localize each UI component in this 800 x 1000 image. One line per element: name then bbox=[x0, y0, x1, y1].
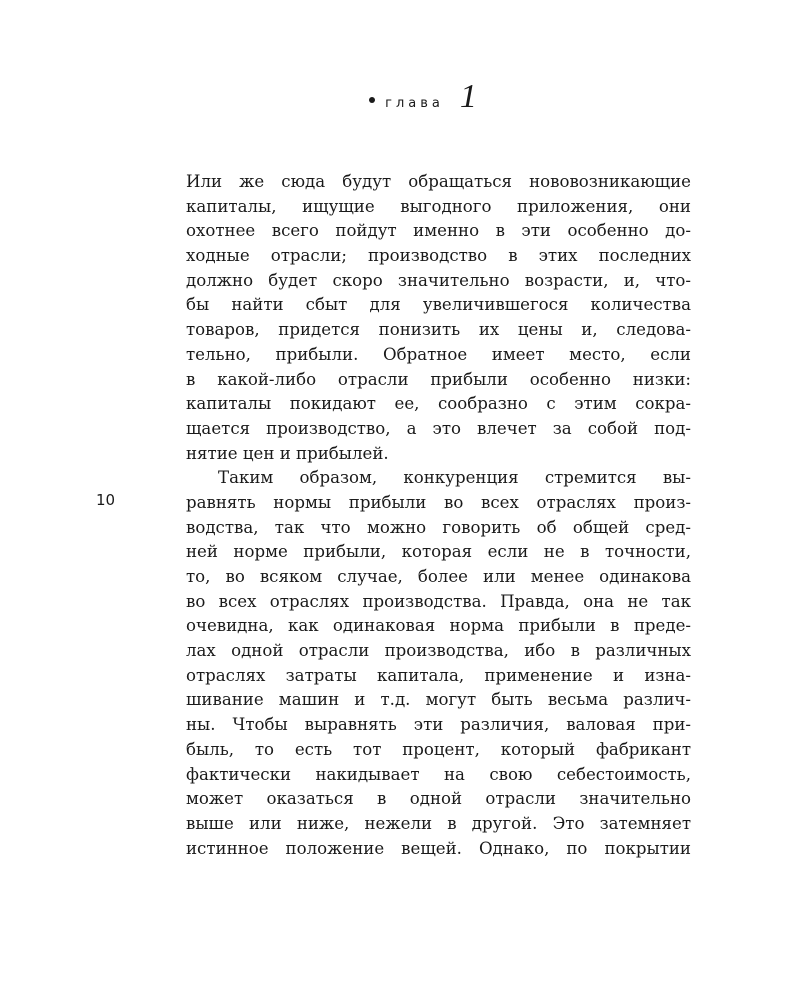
margin-line-number: 10 bbox=[96, 491, 116, 509]
text-line: Таким образом, конкуренция стремится вы- bbox=[218, 468, 691, 488]
text-line: выше или ниже, нежели в другой. Это затемняет bbox=[186, 813, 691, 833]
text-line: тельно, прибыли. Обратное имеет место, если bbox=[186, 344, 691, 364]
chapter-label: глава bbox=[385, 96, 444, 111]
chapter-heading bbox=[369, 80, 477, 114]
text-line: шивание машин и т.д. могут быть весьма различ- bbox=[186, 690, 691, 710]
text-line: товаров, придется понизить их цены и, следова- bbox=[186, 320, 691, 340]
text-line: водства, так что можно говорить об общей сред- bbox=[186, 517, 691, 537]
text-line: должно будет скоро значительно возрасти, и, что- bbox=[186, 270, 691, 290]
running-header bbox=[0, 80, 800, 120]
text-line: может оказаться в одной отрасли значительно bbox=[186, 789, 691, 809]
text-line: капиталы покидают ее, сообразно с этим сокра- bbox=[186, 394, 691, 414]
text-line: во всех отраслях производства. Правда, она не так bbox=[186, 591, 691, 611]
text-line: истинное положение вещей. Однако, по покрытии bbox=[186, 838, 691, 858]
text-line: фактически накидывает на свою себестоимость, bbox=[186, 764, 691, 784]
paragraph-1 bbox=[186, 170, 691, 466]
text-line: ны. Чтобы выравнять эти различия, валовая при- bbox=[186, 715, 691, 735]
body-text bbox=[186, 170, 691, 861]
text-line: Или же сюда будут обращаться нововозникающие bbox=[186, 172, 691, 191]
text-line: щается производство, а это влечет за собой под- bbox=[186, 418, 691, 438]
text-line: быль, то есть тот процент, который фабрикант bbox=[186, 739, 691, 759]
text-line: очевидна, как одинаковая норма прибыли в преде- bbox=[186, 616, 691, 636]
text-line: равнять нормы прибыли во всех отраслях произ- bbox=[186, 492, 691, 512]
bullet-dot-icon bbox=[369, 97, 375, 103]
text-line: ходные отрасли; производство в этих последних bbox=[186, 246, 691, 266]
text-line: нятие цен и прибылей. bbox=[186, 443, 389, 463]
text-line: капиталы, ищущие выгодного приложения, они bbox=[186, 196, 691, 216]
text-line: ней норме прибыли, которая если не в точности, bbox=[186, 542, 691, 562]
text-line: бы найти сбыт для увеличившегося количества bbox=[186, 295, 691, 315]
chapter-number: 1 bbox=[459, 78, 477, 115]
text-line: охотнее всего пойдут именно в эти особенно до- bbox=[186, 221, 691, 241]
text-line: отраслях затраты капитала, применение и изна- bbox=[186, 665, 691, 685]
text-line: то, во всяком случае, более или менее одинакова bbox=[186, 567, 691, 586]
text-line: в какой-либо отрасли прибыли особенно низки: bbox=[186, 369, 691, 389]
text-line: лах одной отрасли производства, ибо в различных bbox=[186, 641, 691, 661]
paragraph-2 bbox=[186, 466, 691, 861]
